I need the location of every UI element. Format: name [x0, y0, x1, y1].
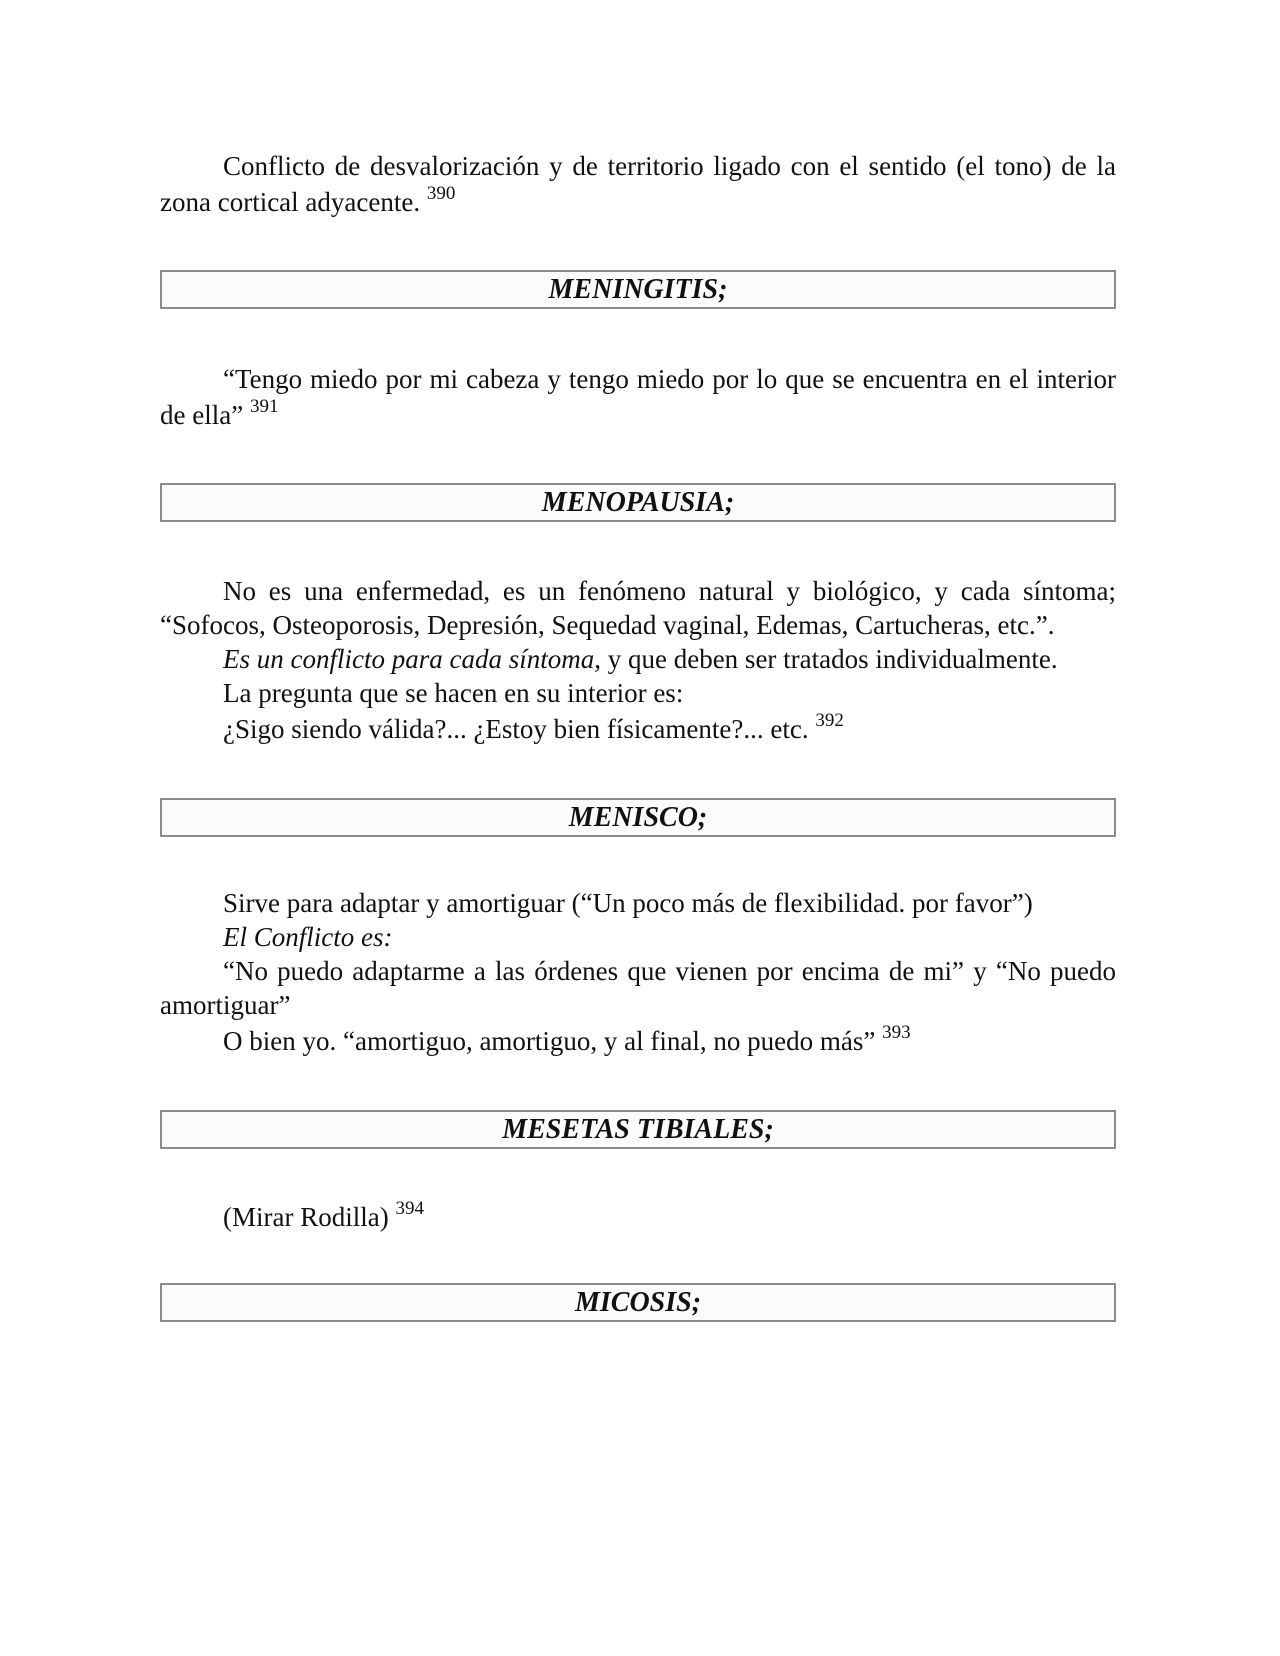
meningitis-text: “Tengo miedo por mi cabeza y tengo miedo por lo que se encuentra en el interior de ella”: [160, 364, 1116, 430]
section-heading-menisco: MENISCO;: [160, 798, 1116, 837]
menopausia-question-text: ¿Sigo siendo válida?... ¿Estoy bien físicamente?... etc.: [223, 714, 809, 744]
menopausia-paragraph-2: [160, 642, 1116, 676]
section-heading-menopausia: MENOPAUSIA;: [160, 483, 1116, 522]
footnote-ref: 390: [426, 183, 456, 204]
footnote-ref: 394: [395, 1198, 424, 1219]
section-heading-meningitis: MENINGITIS;: [160, 270, 1116, 309]
menopausia-text: y que deben ser tratados individualmente.: [600, 644, 1058, 674]
menopausia-paragraph-3: La pregunta que se hacen en su interior es:: [223, 678, 684, 708]
menopausia-paragraph-4: [160, 710, 1116, 748]
menisco-paragraph-2: [160, 920, 1116, 954]
footnote-ref: 393: [882, 1022, 911, 1043]
menopausia-paragraph-1: No es una enfermedad, es un fenómeno natural y biológico, y cada síntoma; “Sofocos, Osteoporosis, Depresión, Sequedad vaginal, Edemas, Cartucheras, etc.”.: [160, 576, 1116, 640]
footnote-ref: 392: [815, 710, 844, 731]
document-page: [160, 148, 1116, 1322]
menisco-paragraph-4: [160, 1022, 1116, 1060]
menisco-paragraph-1: Sirve para adaptar y amortiguar (“Un poco más de flexibilidad. por favor”): [223, 888, 1033, 918]
section-heading-micosis: MICOSIS;: [160, 1283, 1116, 1322]
menisco-paragraph-3: “No puedo adaptarme a las órdenes que vienen por encima de mi” y “No puedo amortiguar”: [160, 956, 1116, 1020]
mesetas-paragraph: [160, 1199, 1116, 1235]
footnote-ref: 391: [249, 396, 279, 417]
mesetas-text: (Mirar Rodilla): [223, 1202, 389, 1232]
section-heading-mesetas-tibiales: MESETAS TIBIALES;: [160, 1110, 1116, 1149]
intro-text: Conflicto de desvalorización y de territorio ligado con el sentido (el tono) de la zona cortical adyacente.: [160, 151, 1116, 217]
menisco-italic-text: El Conflicto es:: [223, 922, 393, 952]
menisco-text: O bien yo. “amortiguo, amortiguo, y al final, no puedo más”: [223, 1026, 876, 1056]
meningitis-paragraph: [160, 361, 1116, 433]
intro-paragraph: [160, 148, 1116, 220]
menopausia-italic-text: Es un conflicto para cada síntoma,: [223, 644, 601, 674]
